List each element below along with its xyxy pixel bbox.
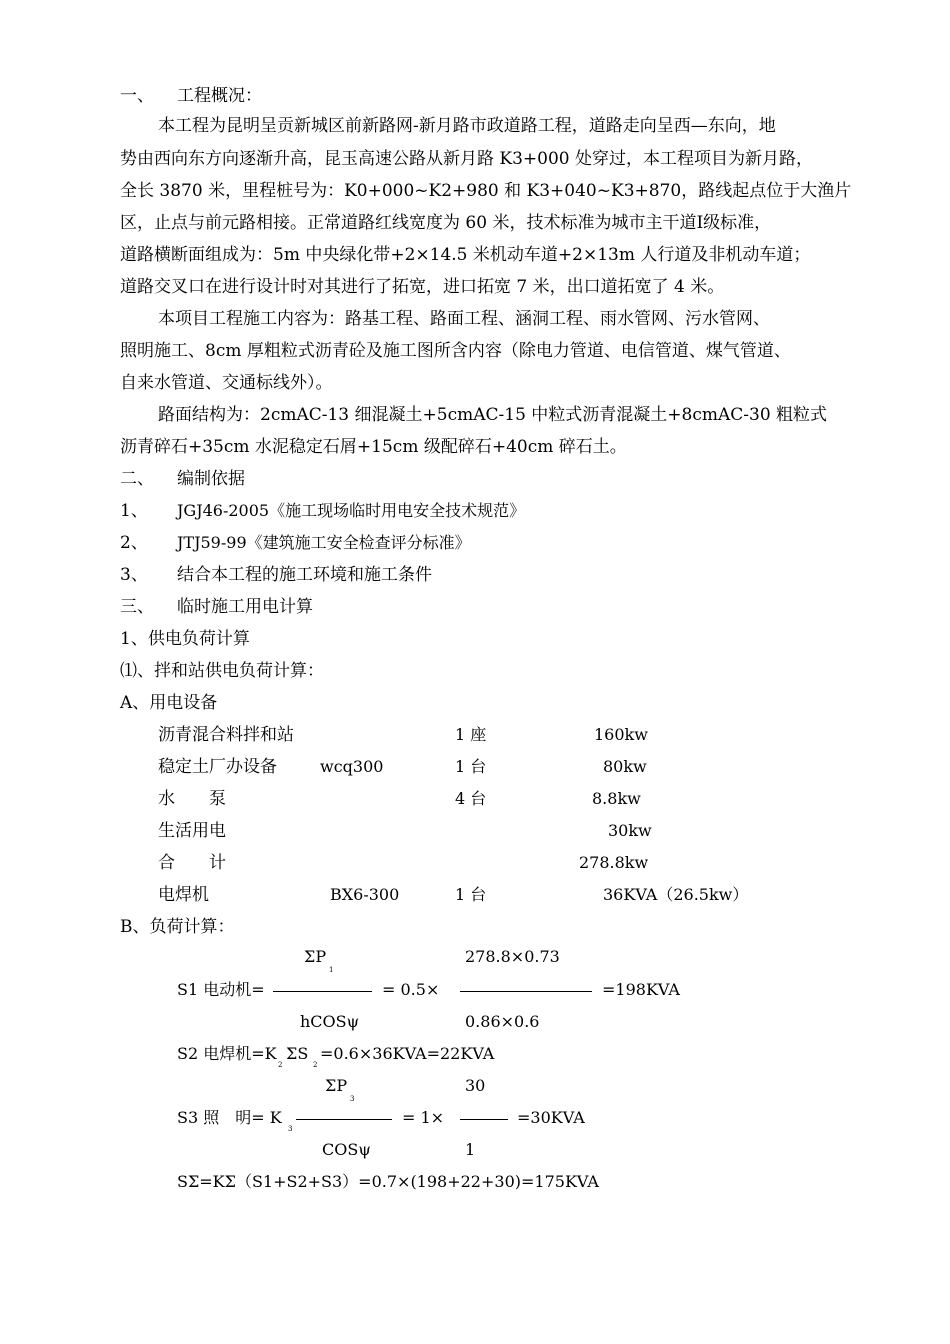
equipment-total-label: 合 计 [158, 853, 226, 873]
equipment-name: 沥青混合料拌和站 [158, 725, 294, 745]
paragraph-2-line-3: 自来水管道、交通标线外）。 [120, 373, 333, 393]
formula-1-lhs: S1 电动机= [177, 980, 265, 999]
equipment-power: 36KVA（26.5kw） [603, 885, 749, 904]
equipment-power: 80kw [603, 757, 647, 776]
formula-1-numerator-subscript: 1 [329, 966, 334, 974]
formula-3-numerator-subscript: 3 [350, 1095, 355, 1103]
formula-1-result: =198KVA [602, 980, 680, 999]
formula-2-sigma-s: ΣS [286, 1044, 309, 1063]
equipment-total-power: 278.8kw [579, 853, 649, 872]
paragraph-1-line-3: 全长 3870 米，里程桩号为：K0+000~K2+980 和 K3+040~K3+870，路线起点位于大渔片 [120, 181, 852, 201]
equipment-qty: 1 台 [455, 757, 487, 776]
equipment-model: wcq300 [320, 757, 384, 776]
paragraph-1-line-5: 道路横断面组成为：5m 中央绿化带+2×14.5 米机动车道+2×13m 人行道及非机动车道； [120, 245, 811, 265]
formula-total: SΣ=KΣ（S1+S2+S3）=0.7×(198+22+30)=175KVA [177, 1172, 599, 1191]
formula-1-numerator-right: 278.8×0.73 [465, 947, 560, 966]
formula-1-right-fraction-bar [460, 991, 592, 992]
formula-3-lhs: S3 照 明= K [177, 1108, 282, 1127]
formula-3-denominator-left: COSψ [322, 1140, 371, 1159]
equipment-qty: 1 台 [455, 885, 487, 904]
paragraph-2-line-2: 照明施工、8cm 厚粗粒式沥青砼及施工图所含内容（除电力管道、电信管道、煤气管道、 [120, 341, 791, 361]
reference-2-number: 2、 [120, 533, 148, 553]
subheading-mixing-station: ⑴、拌和站供电负荷计算： [120, 661, 324, 681]
formula-1-denominator-left: hCOSψ [300, 1012, 360, 1031]
equipment-power: 8.8kw [592, 789, 641, 808]
section-3-number: 三、 [120, 597, 154, 617]
formula-3-k-subscript: 3 [288, 1125, 293, 1133]
section-1-number: 一、 [120, 86, 154, 106]
equipment-power: 30kw [608, 821, 652, 840]
subheading-equipment: A、用电设备 [120, 693, 218, 713]
equipment-power: 160kw [594, 725, 648, 744]
formula-2-s-subscript: 2 [313, 1061, 318, 1069]
section-2-number: 二、 [120, 469, 154, 489]
reference-3-number: 3、 [120, 565, 148, 585]
formula-3-denominator-right: 1 [465, 1140, 476, 1159]
section-1-heading: 工程概况： [177, 86, 262, 106]
equipment-qty: 1 座 [455, 725, 487, 744]
formula-2-result: =0.6×36KVA=22KVA [320, 1044, 495, 1063]
formula-3-result: =30KVA [517, 1108, 585, 1127]
paragraph-1-line-2: 势由西向东方向逐渐升高，昆玉高速公路从新月路 K3+000 处穿过，本工程项目为新月路， [120, 149, 814, 169]
section-3-heading: 临时施工用电计算 [177, 597, 313, 617]
formula-1-denominator-right: 0.86×0.6 [465, 1012, 540, 1031]
section-2-heading: 编制依据 [177, 469, 245, 489]
equipment-name: 稳定土厂办设备 [158, 757, 277, 777]
formula-1-numerator-left: ΣP [304, 947, 327, 966]
formula-1-equals: = 0.5× [382, 980, 440, 999]
equipment-name: 电焊机 [158, 885, 209, 905]
paragraph-1-line-4: 区，止点与前元路相接。正常道路红线宽度为 60 米，技术标准为城市主干道Ⅰ级标准， [120, 213, 772, 233]
formula-2-start: S2 电焊机=K [177, 1044, 277, 1063]
paragraph-3-line-2: 沥青碎石+35cm 水泥稳定石屑+15cm 级配碎石+40cm 碎石土。 [120, 437, 627, 457]
paragraph-2-line-1: 本项目工程施工内容为：路基工程、路面工程、涵洞工程、雨水管网、污水管网、 [158, 309, 770, 329]
paragraph-1-line-1: 本工程为昆明呈贡新城区前新路网-新月路市政道路工程，道路走向呈西—东向，地 [158, 116, 776, 136]
reference-1-number: 1、 [120, 501, 148, 521]
subheading-load-calc: 1、供电负荷计算 [120, 629, 250, 649]
paragraph-3-line-1: 路面结构为：2cmAC-13 细混凝土+5cmAC-15 中粒式沥青混凝土+8cmAC-30 粗粒式 [158, 405, 828, 425]
equipment-qty: 4 台 [455, 789, 487, 808]
reference-1-text: JGJ46-2005《施工现场临时用电安全技术规范》 [177, 501, 526, 520]
equipment-model: BX6-300 [330, 885, 400, 904]
subheading-load-computation: B、负荷计算： [120, 917, 235, 937]
formula-1-left-fraction-bar [273, 991, 372, 992]
formula-3-right-fraction-bar [460, 1119, 508, 1120]
formula-2-k-subscript: 2 [278, 1061, 283, 1069]
reference-3-text: 结合本工程的施工环境和施工条件 [177, 565, 432, 585]
formula-3-numerator-right: 30 [465, 1076, 486, 1095]
paragraph-1-line-6: 道路交叉口在进行设计时对其进行了拓宽，进口拓宽 7 米，出口道拓宽了 4 米。 [120, 277, 725, 297]
equipment-name: 生活用电 [158, 821, 226, 841]
equipment-name: 水 泵 [158, 789, 226, 809]
reference-2-text: JTJ59-99《建筑施工安全检查评分标准》 [177, 533, 471, 552]
formula-3-numerator-left: ΣP [325, 1076, 348, 1095]
formula-3-equals: = 1× [402, 1108, 445, 1127]
formula-3-left-fraction-bar [296, 1119, 392, 1120]
